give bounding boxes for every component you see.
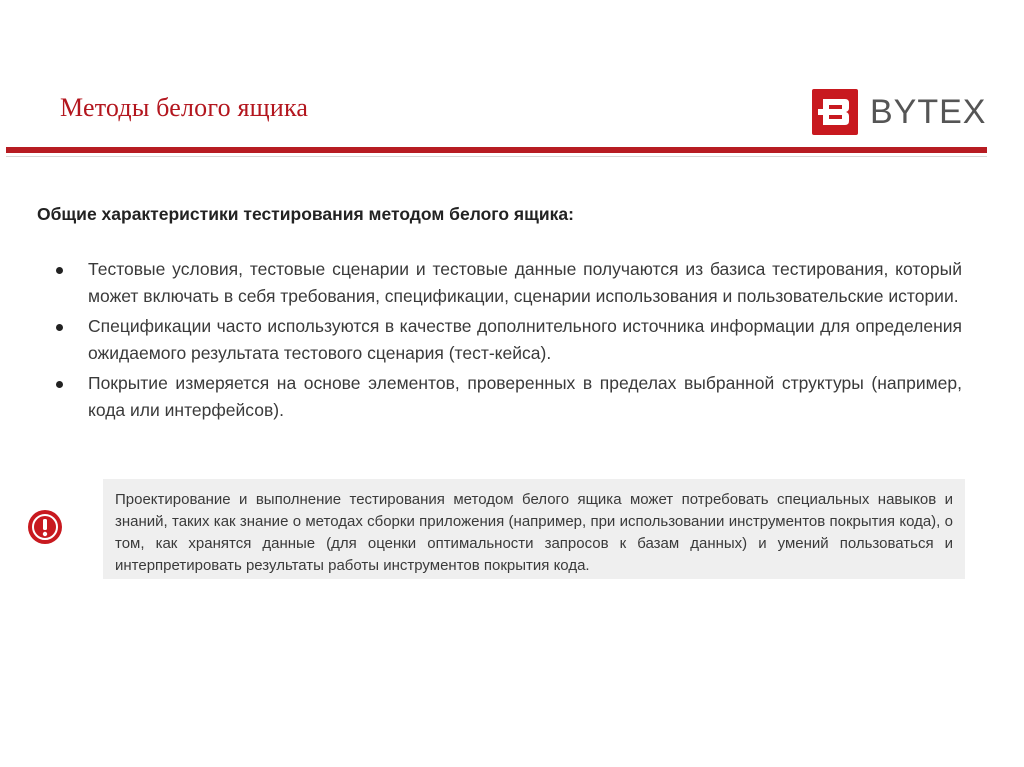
bytex-logo-mark-icon	[812, 89, 858, 135]
list-item	[50, 370, 962, 424]
section-heading: Общие характеристики тестирования методом белого ящика:	[37, 204, 574, 224]
list-item-text: Спецификации часто используются в качестве дополнительного источника информации для определения ожидаемого результата тестового сценария (тест-кейса).	[88, 316, 962, 363]
list-item	[50, 256, 962, 310]
bullet-icon	[56, 381, 63, 388]
characteristics-list	[50, 256, 962, 424]
warning-note-text: Проектирование и выполнение тестирования методом белого ящика может потребовать специальных навыков и знаний, таких как знание о методах сборки приложения (например, при использовании инструментов покрытия кода), о том, как хранятся данные (для оценки оптимальности запросов к базам данных) и умений пользоваться и интерпретировать результаты работы инструментов покрытия кода.	[115, 491, 953, 574]
bullet-icon	[56, 324, 63, 331]
bytex-logo	[812, 89, 986, 135]
header-divider-thin	[6, 156, 987, 157]
list-item-text: Покрытие измеряется на основе элементов, проверенных в пределах выбранной структуры (например, кода или интерфейсов).	[88, 373, 962, 420]
list-item-text: Тестовые условия, тестовые сценарии и тестовые данные получаются из базиса тестирования, который может включать в себя требования, спецификации, сценарии использования и пользовательские истории.	[88, 259, 962, 306]
exclamation-icon	[28, 510, 62, 544]
slide-title: Методы белого ящика	[60, 93, 309, 122]
bytex-logo-text: BYTEX	[870, 93, 987, 131]
warning-note	[103, 479, 965, 579]
list-item	[50, 313, 962, 367]
bullet-icon	[56, 267, 63, 274]
header-divider	[6, 147, 987, 153]
